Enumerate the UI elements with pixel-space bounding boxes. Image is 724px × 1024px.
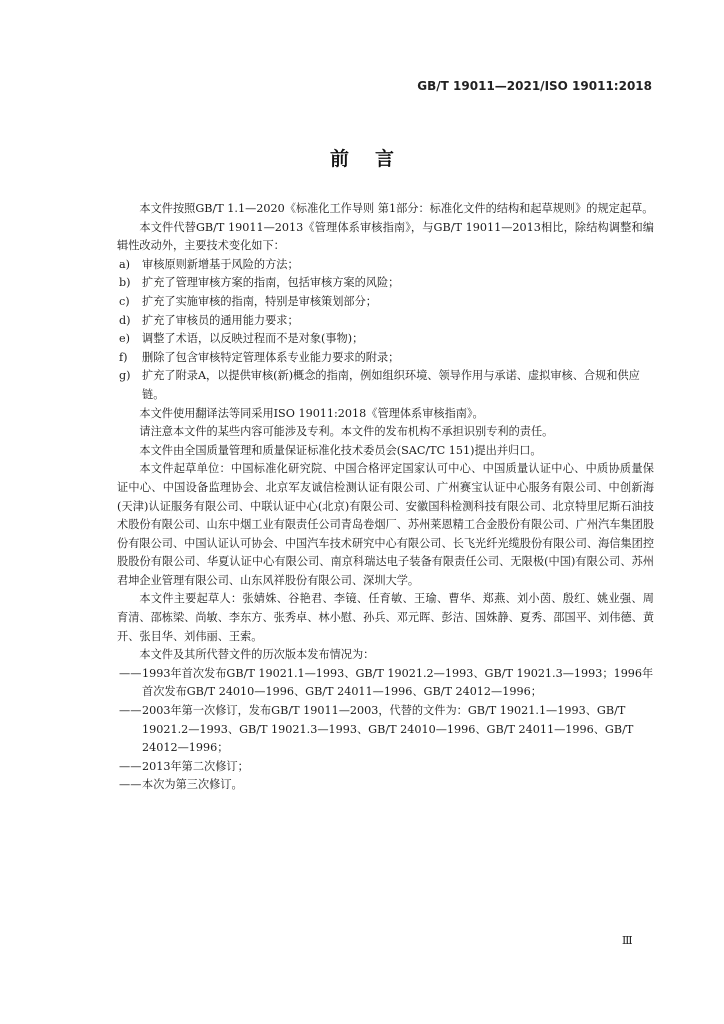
list-item bbox=[119, 330, 654, 349]
changes-list bbox=[117, 256, 654, 405]
list-item-label: e) bbox=[119, 332, 130, 346]
history-item bbox=[119, 702, 654, 758]
list-item-label: b) bbox=[119, 276, 131, 290]
list-item bbox=[119, 274, 654, 293]
history-list bbox=[117, 665, 654, 795]
list-item-text: 扩充了附录A，以提供审核(新)概念的指南，例如组织环境、领导作用与承诺、虚拟审核、合规和供应链。 bbox=[142, 369, 640, 401]
page-title: 前言 bbox=[329, 148, 420, 170]
list-item-label: g) bbox=[119, 369, 131, 383]
paragraph-translation: 本文件使用翻译法等同采用ISO 19011:2018《管理体系审核指南》。 bbox=[139, 406, 484, 420]
list-item-text: 审核原则新增基于风险的方法； bbox=[142, 257, 299, 271]
dash-label: —— bbox=[119, 759, 142, 773]
paragraph-drafting-rules: 本文件按照GB/T 1.1—2020《标准化工作导则 第1部分：标准化文件的结构和起草规则》的规定起草。 bbox=[139, 202, 654, 215]
list-item bbox=[119, 367, 654, 404]
paragraph-history-intro: 本文件及其所代替文件的历次版本发布情况为： bbox=[139, 648, 375, 662]
paragraph-committee: 本文件由全国质量管理和质量保证标准化技术委员会(SAC/TC 151)提出并归口。 bbox=[139, 443, 542, 457]
history-item-text: 本次为第三次修订。 bbox=[142, 778, 243, 792]
standard-code-header: GB/T 19011—2021/ISO 19011:2018 bbox=[417, 79, 652, 93]
page-number: Ⅲ bbox=[622, 934, 633, 947]
history-item bbox=[119, 776, 654, 795]
history-item bbox=[119, 665, 654, 702]
list-item-text: 扩充了管理审核方案的指南，包括审核方案的风险； bbox=[142, 276, 400, 290]
dash-label: —— bbox=[119, 778, 142, 792]
paragraph-replacement: 本文件代替GB/T 19011—2013《管理体系审核指南》，与GB/T 19011—2013相比，除结构调整和编辑性改动外，主要技术变化如下： bbox=[117, 220, 654, 253]
paragraph-drafting-units: 本文件起草单位：中国标准化研究院、中国合格评定国家认可中心、中国质量认证中心、中质协质量保证中心、中国设备监理协会、北京军友诚信检测认证有限公司、广州赛宝认证中心服务有限公司、中创新海(天津)认证服务有限公司、中联认证中心(北京)有限公司、安徽国科检测科技有限公司、北京特里尼斯石油技术股份有限公司、山东中烟工业有限责任公司青岛卷烟厂、苏州莱恩精工合金股份有限公司、广州汽车集团股份有限公司、中国认证认可协会、中国汽车技术研究中心有限公司、长飞光纤光缆股份有限公司、海信集团控股股份有限公司、华夏认证中心有限公司、南京科瑞达电子装备有限责任公司、无限极(中国)有限公司、苏州君坤企业管理有限公司、山东风祥股份有限公司、深圳大学。 bbox=[117, 462, 655, 587]
list-item-text: 扩充了实施审核的指南，特别是审核策划部分； bbox=[142, 294, 377, 308]
dash-label: —— bbox=[119, 704, 142, 718]
list-item bbox=[119, 256, 654, 275]
list-item-label: d) bbox=[119, 313, 131, 327]
list-item-label: a) bbox=[119, 257, 131, 271]
history-item-text: 2003年第一次修订，发布GB/T 19011—2003，代替的文件为：GB/T 19021.1—1993、GB/T 19021.2—1993、GB/T 19021.3—1993、GB/T 24010—1996、GB/T 24011—1996、GB/T 24012—1996； bbox=[142, 704, 634, 755]
dash-label: —— bbox=[119, 666, 142, 680]
history-item bbox=[119, 758, 654, 777]
list-item-text: 删除了包含审核特定管理体系专业能力要求的附录； bbox=[142, 350, 400, 364]
list-item bbox=[119, 349, 654, 368]
list-item-label: c) bbox=[119, 294, 130, 308]
history-item-text: 2013年第二次修订； bbox=[142, 759, 249, 773]
paragraph-patent-notice: 请注意本文件的某些内容可能涉及专利。本文件的发布机构不承担识别专利的责任。 bbox=[139, 425, 554, 439]
document-body bbox=[117, 200, 654, 795]
list-item bbox=[119, 312, 654, 331]
history-item-text: 1993年首次发布GB/T 19021.1—1993、GB/T 19021.2—1993、GB/T 19021.3—1993；1996年首次发布GB/T 24010—1996、GB/T 24011—1996、GB/T 24012—1996； bbox=[142, 666, 654, 699]
list-item-label: f) bbox=[119, 350, 128, 364]
list-item-text: 调整了术语，以反映过程而不是对象(事物)； bbox=[142, 332, 364, 346]
list-item bbox=[119, 293, 654, 312]
list-item-text: 扩充了审核员的通用能力要求； bbox=[142, 313, 299, 327]
paragraph-drafters: 本文件主要起草人：张婧姝、谷艳君、李镜、任育敏、王瑜、曹华、郑燕、刘小茵、殷红、姚业强、周育清、邵栋梁、尚敏、李东方、张秀卓、林小慰、孙兵、邓元晖、彭洁、国姝静、夏秀、邵国平、刘伟德、黄开、张目华、刘伟丽、王索。 bbox=[117, 592, 655, 643]
